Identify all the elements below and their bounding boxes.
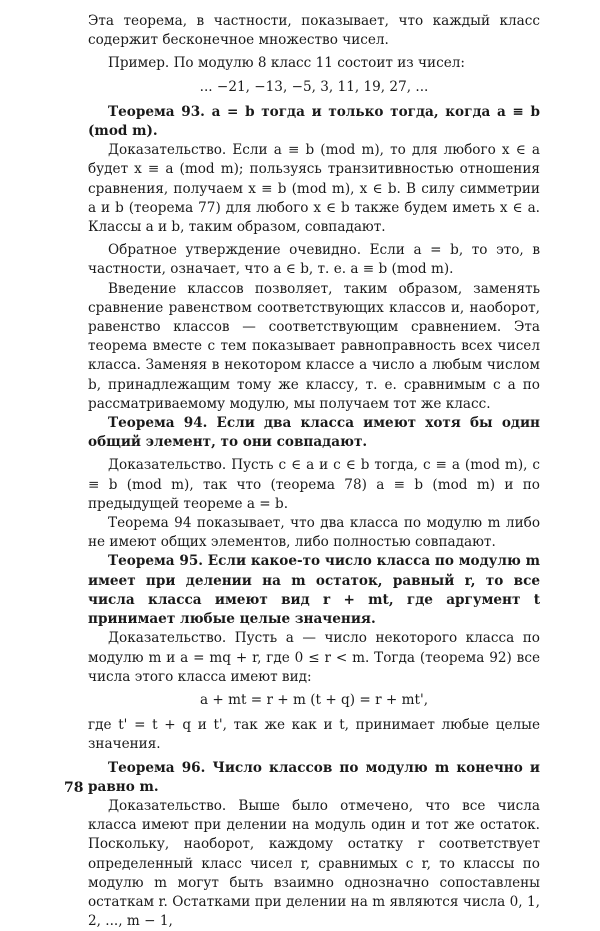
paragraph: Введение классов позволяет, таким образом, заменять сравнение равенством соответствующих классов и, наоборот, равенство классов — соответствующим сравнением. Эта теорема вместе с тем показывает равноправность всех чисел класса. Заменяя в некотором классе a число a любым числом b, принадлежащим тому же классу, т. е. сравнимым с a по рассматриваемому модулю, мы получаем тот же класс. [88,280,540,412]
paragraph: Эта теорема, в частности, показывает, что каждый класс содержит бесконечное множество чисел. [88,13,540,49]
formula: a + mt = r + m (t + q) = r + mt', [199,691,429,708]
example-paragraph: Пример. По модулю 8 класс 11 состоит из чисел: [108,55,465,72]
page-number: 78 [64,780,84,796]
proof-94: Доказательство. Пусть c ∈ a и c ∈ b тогда, c ≡ a (mod m), c ≡ b (mod m), так что (теорема 78) a ≡ b (mod m) и по предыдущей теореме a = b. [88,457,540,512]
proof-93: Доказательство. Если a ≡ b (mod m), то для любого x ∈ a будет x ≡ a (mod m); пользуясь транзитивностью отношения сравнения, получаем x ≡ b (mod m), x ∈ b. В силу симметрии a и b (теорема 77) для любого x ∈ b также будем иметь x ∈ a. Классы a и b, таким образом, совпадают. [88,142,540,236]
theorem-95: Теорема 95. Если какое-то число класса по модулю m имеет при делении на m остаток, равный r, то все числа класса имеют вид r + mt, где аргумент t принимает любые целые значения. [88,553,540,628]
proof-95: Доказательство. Пусть a — число некоторого класса по модулю m и a = mq + r, где 0 ≤ r < m. Тогда (теорема 92) все числа этого класса имеют вид: [88,630,540,685]
theorem-93: Теорема 93. a = b тогда и только тогда, когда a ≡ b (mod m). [88,103,540,140]
formula-sequence: ... −21, −13, −5, 3, 11, 19, 27, ... [199,78,429,95]
proof-96: Доказательство. Выше было отмечено, что все числа класса имеют при делении на модуль один и тот же остаток. Поскольку, наоборот, каждому остатку r соответствует определенный класс чисел r, сравнимых с r, то классы по модулю m могут быть взаимно однозначно сопоставлены остаткам r. Остатками при делении на m являются числа 0, 1, 2, ..., m − 1, [88,797,540,930]
paragraph: где t' = t + q и t', так же как и t, принимает любые целые значения. [88,717,540,753]
page-body [88,12,540,931]
paragraph: Теорема 94 показывает, что два класса по модулю m либо не имеют общих элементов, либо полностью совпадают. [88,515,540,551]
theorem-94: Теорема 94. Если два класса имеют хотя бы один общий элемент, то они совпадают. [88,415,540,451]
paragraph: Обратное утверждение очевидно. Если a = b, то это, в частности, означает, что a ∈ b, т. е. a ≡ b (mod m). [88,242,540,278]
theorem-96: Теорема 96. Число классов по модулю m конечно и равно m. [88,759,540,795]
